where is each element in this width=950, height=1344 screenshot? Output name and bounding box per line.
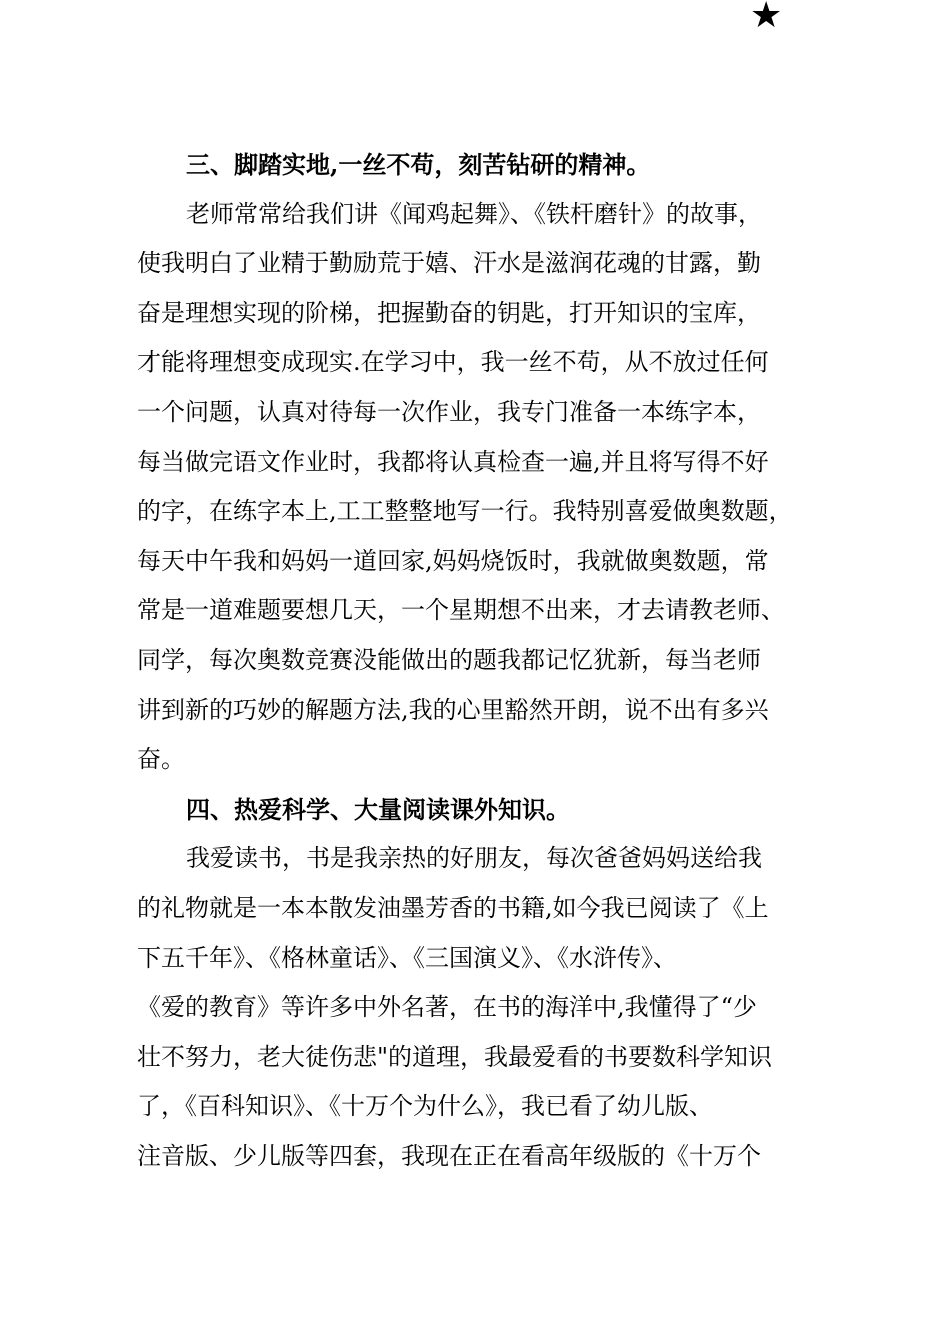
paragraph-line: 每当做完语文作业时，我都将认真检查一遍,并且将写得不好 (137, 447, 769, 476)
paragraph-line: 每天中午我和妈妈一道回家,妈妈烧饭时，我就做奥数题，常 (137, 546, 769, 575)
section-heading: 四、热爱科学、大量阅读课外知识。 (186, 794, 570, 824)
paragraph-line: 一个问题，认真对待每一次作业，我专门准备一本练字本， (137, 397, 761, 426)
paragraph-line: 下五千年》、《格林童话》、《三国演义》、《水浒传》、 (137, 943, 677, 972)
section-heading: 三、脚踏实地,一丝不苟，刻苦钻研的精神。 (186, 150, 651, 179)
paragraph-line: 讲到新的巧妙的解题方法,我的心里豁然开朗，说不出有多兴 (137, 695, 769, 724)
paragraph-line: 使我明白了业精于勤励荒于嬉、汗水是滋润花魂的甘露，勤 (137, 249, 761, 278)
paragraph-line: 奋。 (137, 745, 185, 774)
star-icon: ★ (750, 0, 783, 36)
paragraph-line: 老师常常给我们讲《闻鸡起舞》、《铁杆磨针》的故事， (186, 199, 762, 228)
paragraph-line: 同学，每次奥数竞赛没能做出的题我都记忆犹新，每当老师 (137, 645, 761, 674)
paragraph-line: 我爱读书，书是我亲热的好朋友，每次爸爸妈妈送给我 (186, 844, 762, 873)
document-body (137, 140, 827, 1181)
paragraph-line: 《爱的教育》等许多中外名著，在书的海洋中,我懂得了“少 (137, 993, 757, 1022)
paragraph-line: 奋是理想实现的阶梯，把握勤奋的钥匙，打开知识的宝库， (137, 298, 761, 327)
paragraph-line: 常是一道难题要想几天，一个星期想不出来，才去请教老师、 (137, 596, 785, 625)
paragraph-line: 的礼物就是一本本散发油墨芳香的书籍,如今我已阅读了《上 (137, 893, 769, 922)
paragraph-line: 才能将理想变成现实.在学习中，我一丝不苟，从不放过任何 (137, 348, 769, 377)
paragraph-line: 注音版、少儿版等四套，我现在正在看高年级版的《十万个 (137, 1141, 761, 1170)
paragraph-line: 了，《百科知识》、《十万个为什么》，我已看了幼儿版、 (137, 1092, 713, 1121)
paragraph-line: 的字，在练字本上,工工整整地写一行。我特别喜爱做奥数题， (137, 497, 793, 526)
paragraph-line: 壮不努力，老大徒伤悲"的道理，我最爱看的书要数科学知识 (137, 1042, 773, 1071)
